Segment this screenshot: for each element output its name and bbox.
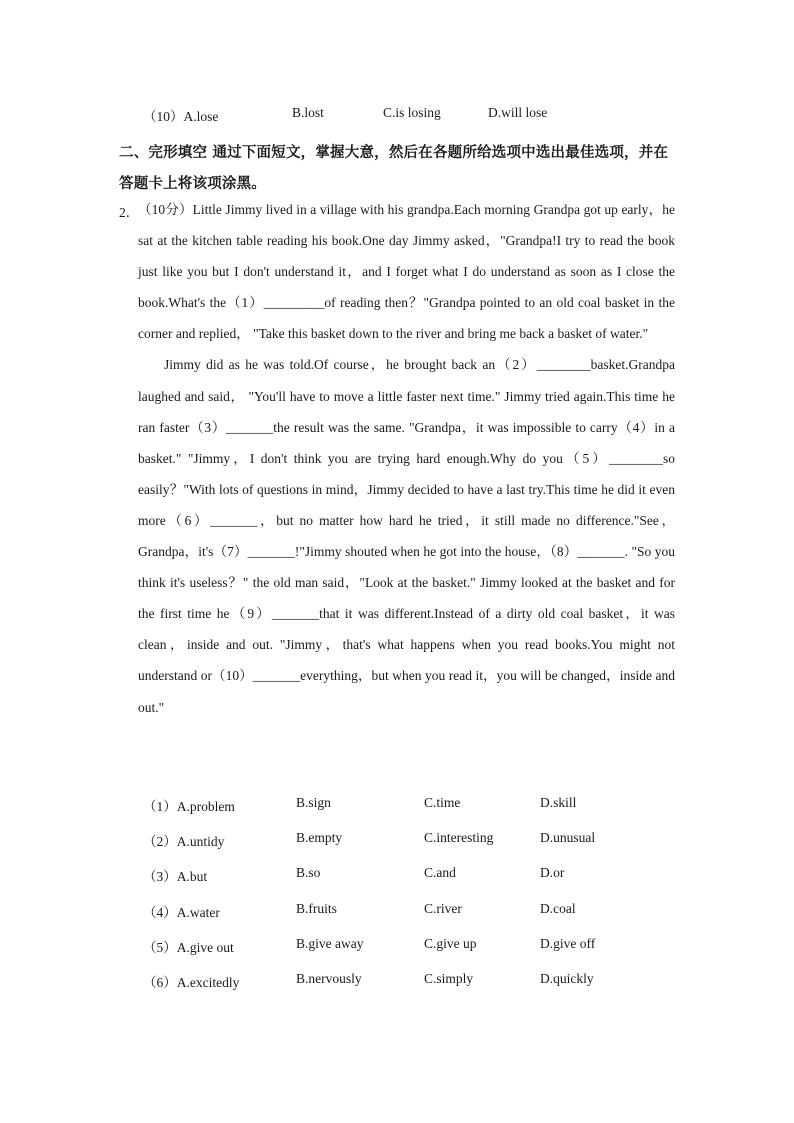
- option-d: D.or: [540, 865, 565, 881]
- option-d: D.give off: [540, 935, 596, 951]
- cloze-passage: [138, 194, 675, 723]
- option-b: B.so: [296, 865, 321, 881]
- option-b: B.lost: [292, 105, 324, 120]
- option-c: C.interesting: [424, 830, 494, 846]
- option-a: （1）A.problem: [143, 799, 235, 814]
- option-d: D.quickly: [540, 970, 594, 986]
- option-b: B.nervously: [296, 970, 362, 986]
- passage-paragraph-1: （10分）Little Jimmy lived in a village with his grandpa.Each morning Grandpa got up early，he sat at the kitchen table reading his book.One day Jimmy asked，"Grandpa!I try to read the book just like you but I don't understand it，and I forget what I do understand as soon as I close the book.What's the（1）_________of reading then？"Grandpa pointed to an old coal basket in the corner and replied， "Take this basket down to the river and bring me back a basket of water.": [138, 202, 675, 342]
- option-c: C.time: [424, 795, 461, 810]
- option-d: D.coal: [540, 900, 576, 916]
- section-heading: 二、完形填空 通过下面短文，掌握大意，然后在各题所给选项中选出最佳选项，并在答题卡上将该项涂黑。: [119, 145, 669, 192]
- option-d: D.skill: [540, 795, 577, 810]
- option-b: B.sign: [296, 795, 331, 810]
- option-a: （5）A.give out: [143, 939, 234, 955]
- question-number: 2．: [119, 205, 140, 220]
- option-a: （2）A.untidy: [143, 834, 225, 850]
- option-d: D.will lose: [488, 105, 548, 120]
- option-b: B.fruits: [296, 900, 337, 916]
- option-d: D.unusual: [540, 830, 596, 846]
- option-c: C.simply: [424, 970, 474, 986]
- option-a: （10）A.lose: [143, 109, 219, 124]
- option-b: B.give away: [296, 935, 364, 951]
- option-c: C.give up: [424, 935, 477, 951]
- option-a: （6）A.excitedly: [143, 974, 240, 990]
- passage-paragraph-2: Jimmy did as he was told.Of course，he brought back an（2）________basket.Grandpa laughed and said， "You'll have to move a little faster next time." Jimmy tried again.This time he ran faster（3）_______the result was the same. "Grandpa，it was impossible to carry（4）in a basket." "Jimmy，I don't think you are trying hard enough.Why do you（5）________so easily？"With lots of questions in mind，Jimmy decided to have a last try.This time he did it even more（6）_______，but no matter how hard he tried，it still made no difference."See，Grandpa，it's（7）_______!"Jimmy shouted when he got into the house，（8）_______. "So you think it's useless？" the old man said，"Look at the basket." Jimmy looked at the basket and for the first time he（9）_______that it was different.Instead of a dirty old coal basket，it was clean，inside and out. "Jimmy，that's what happens when you read books.You might not understand or（10）_______everything，but when you read it，you will be changed，inside and out.": [138, 357, 675, 715]
- option-b: B.empty: [296, 830, 343, 846]
- option-c: C.is losing: [383, 105, 441, 120]
- option-c: C.and: [424, 865, 456, 881]
- option-a: （4）A.water: [143, 904, 220, 920]
- option-c: C.river: [424, 900, 462, 916]
- option-a: （3）A.but: [143, 869, 208, 885]
